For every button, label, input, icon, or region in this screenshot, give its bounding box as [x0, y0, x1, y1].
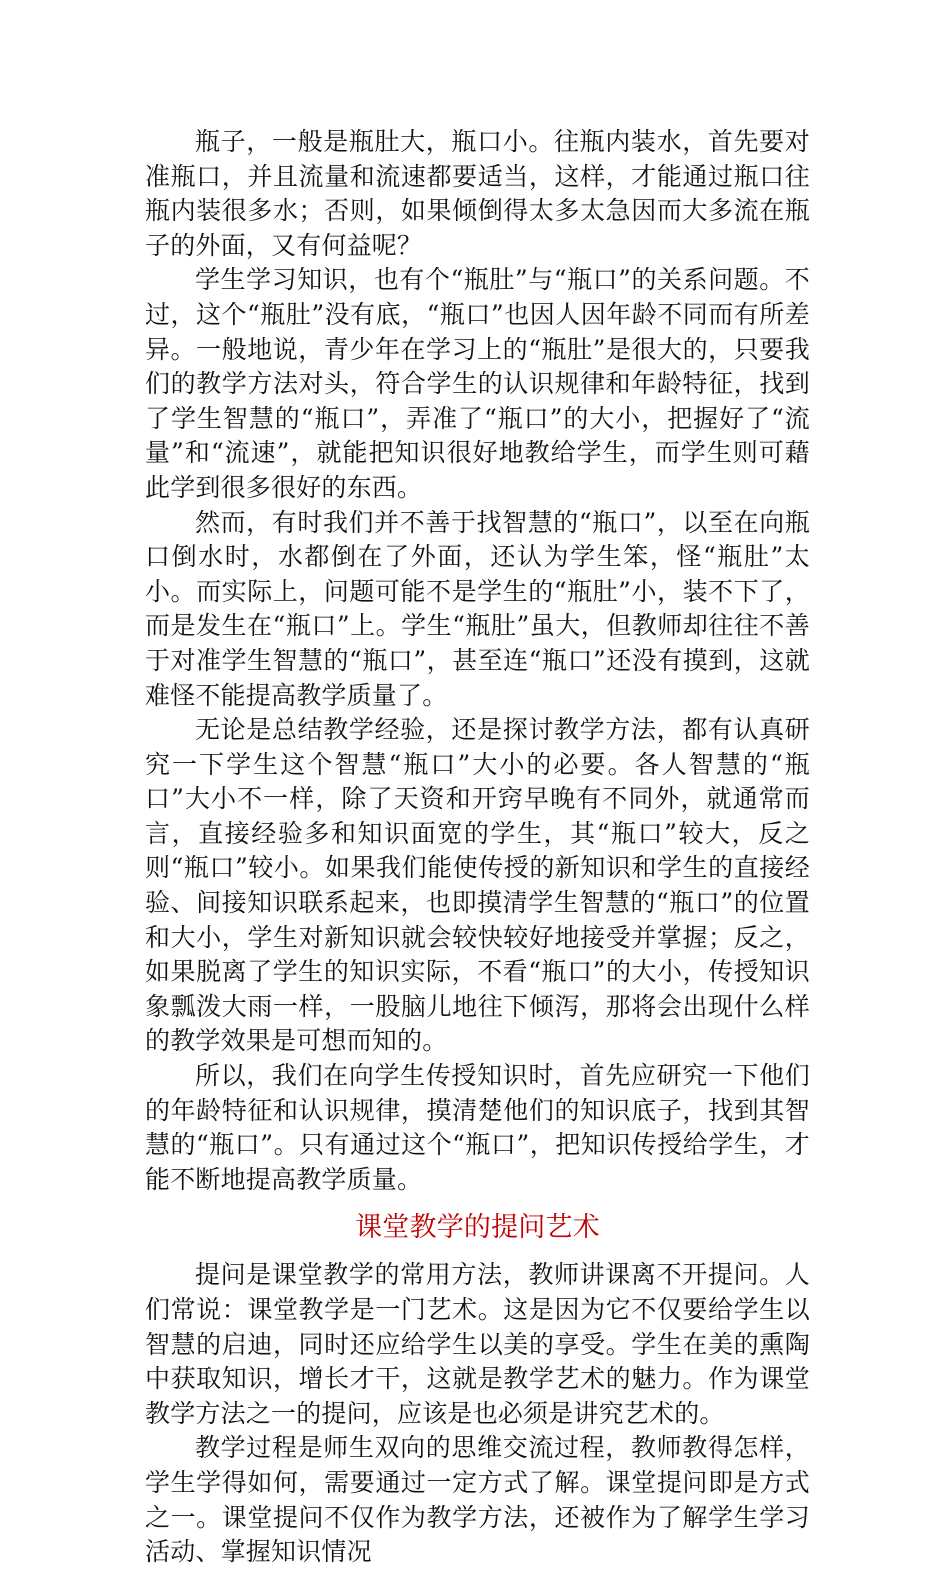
paragraph-find-mouth: 然而，有时我们并不善于找智慧的“瓶口”，以至在向瓶口倒水时，水都倒在了外面，还认为学生笨，怪“瓶肚”太小。而实际上，问题可能不是学生的“瓶肚”小，装不下了，而是发生在“瓶口”上。学生“瓶肚”虽大，但教师却往往不善于对准学生智慧的“瓶口”，甚至连“瓶口”还没有摸到，这就难怪不能提高教学质量了。 — [145, 507, 810, 710]
paragraph-teaching-process: 教学过程是师生双向的思维交流过程，教师教得怎样，学生学得如何，需要通过一定方式了解。课堂提问即是方式之一。课堂提问不仅作为教学方法，还被作为了解学生学习活动、掌握知识情况 — [145, 1433, 810, 1567]
paragraph-questioning-intro: 提问是课堂教学的常用方法，教师讲课离不开提问。人们常说：课堂教学是一门艺术。这是因为它不仅要给学生以智慧的启迪，同时还应给学生以美的享受。学生在美的熏陶中获取知识，增长才干，这就是教学艺术的魅力。作为课堂教学方法之一的提问，应该是也必须是讲究艺术的。 — [145, 1260, 810, 1428]
paragraph-conclusion: 所以，我们在向学生传授知识时，首先应研究一下他们的年龄特征和认识规律，摸清楚他们的知识底子，找到其智慧的“瓶口”。只有通过这个“瓶口”，把知识传授给学生，才能不断地提高教学质量。 — [145, 1061, 810, 1194]
paragraph-bottle-belly-mouth: 学生学习知识，也有个“瓶肚”与“瓶口”的关系问题。不过，这个“瓶肚”没有底，“瓶口”也因人因年龄不同而有所差异。一般地说，青少年在学习上的“瓶肚”是很大的，只要我们的教学方法对头，符合学生的认识规律和年龄特征，找到了学生智慧的“瓶口”，弄准了“瓶口”的大小，把握好了“流量”和“流速”，就能把知识很好地教给学生，而学生则可藉此学到很多很好的东西。 — [145, 265, 810, 502]
document-body — [145, 125, 810, 1570]
paragraph-mouth-size: 无论是总结教学经验，还是探讨教学方法，都有认真研究一下学生这个智慧“瓶口”大小的必要。各人智慧的“瓶口”大小不一样，除了天资和开窍早晚有不同外，就通常而言，直接经验多和知识面宽的学生，其“瓶口”较大，反之则“瓶口”较小。如果我们能使传授的新知识和学生的直接经验、间接知识联系起来，也即摸清学生智慧的“瓶口”的位置和大小，学生对新知识就会较快较好地接受并掌握；反之，如果脱离了学生的知识实际，不看“瓶口”的大小，传授知识象瓢泼大雨一样，一股脑儿地往下倾泻，那将会出现什么样的教学效果是可想而知的。 — [145, 715, 810, 1056]
section-heading: 课堂教学的提问艺术 — [355, 1212, 600, 1244]
paragraph-bottle-intro: 瓶子，一般是瓶肚大，瓶口小。往瓶内装水，首先要对准瓶口，并且流量和流速都要适当，这样，才能通过瓶口往瓶内装很多水；否则，如果倾倒得太多太急因而大多流在瓶子的外面，又有何益呢？ — [145, 127, 810, 260]
